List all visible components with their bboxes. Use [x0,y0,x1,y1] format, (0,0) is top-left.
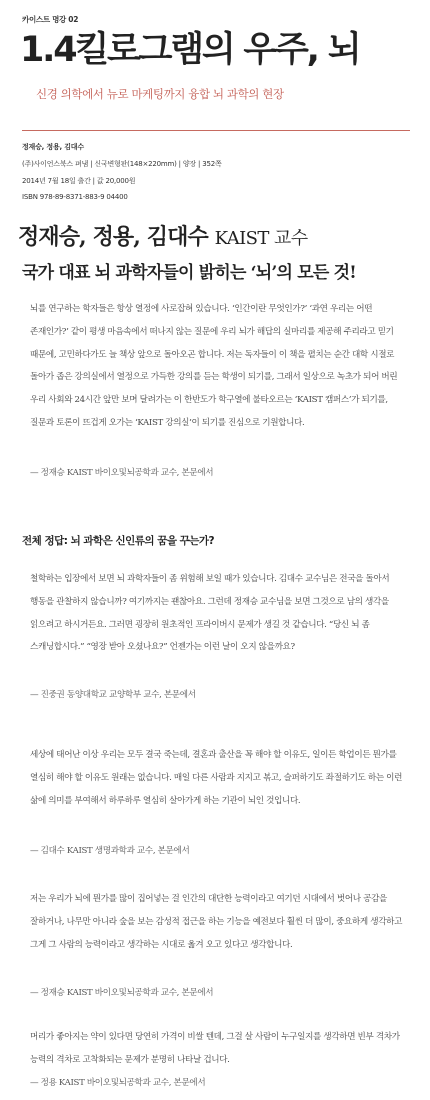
book-authors: 정재승, 정용, 김대수 [22,143,84,151]
intro-attribution: — 정재승 KAIST 바이오및뇌공학과 교수, 본문에서 [30,468,214,478]
intro-paragraph: 뇌를 연구하는 학자들은 항상 열정에 사로잡혀 있습니다. ‘인간이란 무엇인가?’ ‘과연 우리는 어떤 존재인가?’ 같이 평생 마음속에서 떠나지 않는 질문에 우리 뇌가 해답의 실마리를 제공해 주리라고 믿기 때문에, 고민하다가도 늘 책상 앞으로 돌아오곤 합니다. 저는 독자들이 이 책을 펼치는 순간 대학 시절로 돌아가 좁은 강의실에서 열정으로 가득한 강의를 듣는 학생이 되기를, 그래서 일상으로 녹초가 되어 버린 우리 사회와 24시간 앞만 보며 달려가는 이 한반도가 학구열에 불타오르는 ‘KAIST 캠퍼스’가 되기를, 질문과 토론이 뜨겁게 오가는 ‘KAIST 강의실’이 되기를 진심으로 기원합니다. [30,304,398,428]
series-label: 카이스트 명강 02 [22,15,79,24]
author-headline [18,220,308,251]
tagline: 국가 대표 뇌 과학자들이 밝히는 ‘뇌’의 모든 것! [22,263,356,283]
author-affiliation: KAIST 교수 [214,228,308,249]
book-isbn: ISBN 978-89-8371-883-9 04400 [22,193,128,201]
book-subtitle: 신경 의학에서 뉴로 마케팅까지 융합 뇌 과학의 현장 [36,87,284,101]
quote-attribution: — 정용 KAIST 바이오및뇌공학과 교수, 본문에서 [30,1078,206,1088]
quote-paragraph: 머리가 좋아지는 약이 있다면 당연히 가격이 비쌀 텐데, 그걸 살 사람이 누구일지를 생각하면 빈부 격차가 능력의 격차로 고착화되는 문제가 분명히 나타날 겁니다. [30,1032,400,1065]
quote-attribution: — 정재승 KAIST 바이오및뇌공학과 교수, 본문에서 [30,988,214,998]
header-divider [22,130,410,131]
quote-paragraph: 철학하는 입장에서 보면 뇌 과학자들이 좀 위험해 보일 때가 있습니다. 김대수 교수님은 전국을 돌아서 행동을 관찰하지 않습니까? 여기까지는 괜찮아요. 그런데 정재승 교수님을 보면 그것으로 남의 생각을 읽으려고 하시거든요. 그러면 굉장히 원초적인 프라이버시 문제가 생길 것 같습니다. “당신 뇌 좀 스캐닝합시다.” “영장 받아 오셨나요?” 언젠가는 이런 날이 오지 않을까요? [30,574,390,653]
section-heading: 전체 정답: 뇌 과학은 신인류의 꿈을 꾸는가? [22,535,215,547]
book-title: 1.4킬로그램의 우주, 뇌 [20,30,360,70]
quote-attribution: — 진중권 동양대학교 교양학부 교수, 본문에서 [30,690,196,700]
author-names: 정재승, 정용, 김대수 [18,224,208,250]
quote-paragraph: 저는 우리가 뇌에 뭔가를 많이 집어넣는 걸 인간의 대단한 능력이라고 여기던 시대에서 벗어나 공감을 잘하거나, 나무만 아니라 숲을 보는 감성적 접근을 하는 기능을 예전보다 훨씬 더 많이, 중요하게 생각하고 그게 그 사람의 능력이라고 생각하는 시대로 옮겨 오고 있다고 생각합니다. [30,894,403,950]
quote-attribution: — 김대수 KAIST 생명과학과 교수, 본문에서 [30,846,190,856]
quote-paragraph: 세상에 태어난 이상 우리는 모두 결국 죽는데, 결혼과 출산을 꼭 해야 할 이유도, 일이든 학업이든 뭔가를 열심히 해야 할 이유도 원래는 없습니다. 매일 다른 사람과 지지고 볶고, 슬퍼하기도 좌절하기도 하는 이런 삶에 의미를 부여해서 하루하루 열심히 살아가게 하는 기관이 뇌인 것입니다. [30,750,403,806]
book-date-price: 2014년 7월 18일 출간 | 값 20,000원 [22,177,136,185]
book-publisher-info: (주)사이언스북스 펴냄 | 신국변형판(148×220mm) | 양장 | 352쪽 [22,160,222,168]
